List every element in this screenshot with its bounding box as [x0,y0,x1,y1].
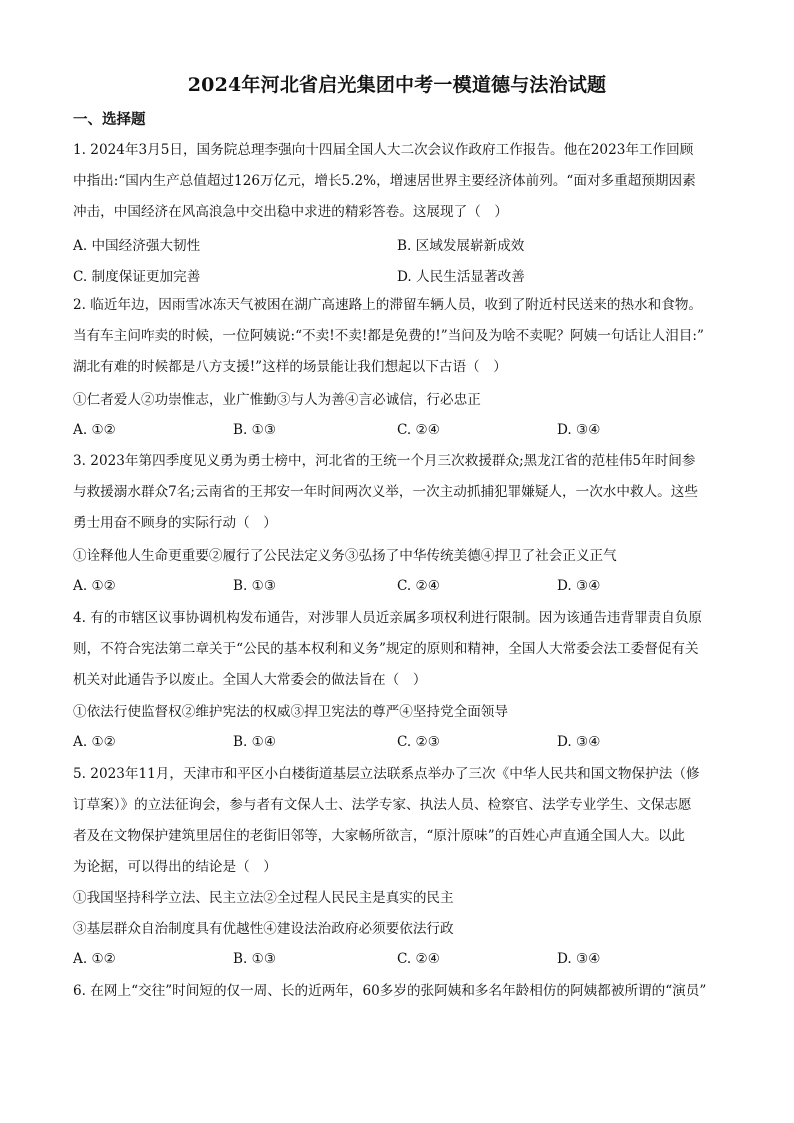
question-4-option-c[interactable]: C. ②③ [397,734,440,750]
question-5-line-5: ①我国坚持科学立法、民主立法②全过程人民民主是真实的民主 [73,890,454,906]
question-1-options-row-1 [73,234,733,252]
question-5-option-d[interactable]: D. ③④ [557,951,601,967]
question-3-line-2: 与救援溺水群众7名;云南省的王邦安一年时间两次义举，一次主动抓捕犯罪嫌疑人，一次水中救人。这些 [73,484,698,500]
question-2-option-c[interactable]: C. ②④ [397,422,440,438]
question-5-line-4: 为论据，可以得出的结论是（ ） [73,859,277,875]
question-1-line-2: 中指出:“国内生产总值超过126万亿元，增长5.2%，增速居世界主要经济体前列。“面对多重超预期因素 [73,173,696,189]
question-4-line-1: 4. 有的市辖区议事协调机构发布通告，对涉罪人员近亲属多项权利进行限制。因为该通告违背罪责自负原 [73,610,703,626]
question-1-option-b[interactable]: B. 区域发展崭新成效 [397,238,525,254]
question-1-line-3: 冲击，中国经济在风高浪急中交出稳中求进的精彩答卷。这展现了（ ） [73,204,508,220]
question-3-options [73,578,733,596]
question-3-option-a[interactable]: A. ①② [73,578,116,594]
question-2-option-a[interactable]: A. ①② [73,422,116,438]
question-5-option-a[interactable]: A. ①② [73,951,116,967]
question-5-line-6: ③基层群众自治制度具有优越性④建设法治政府必须要依法行政 [73,921,454,937]
question-4-line-3: 机关对此通告予以废止。全国人大常委会的做法旨在（ ） [73,672,427,688]
question-4-line-4: ①依法行使监督权②维护宪法的权威③捍卫宪法的尊严④坚持党全面领导 [73,704,508,720]
question-5-line-1: 5. 2023年11月，天津市和平区小白楼街道基层立法联系点举办了三次《中华人民共和国文物保护法（修 [73,766,700,782]
question-4-line-2: 则，不符合宪法第二章关于“公民的基本权利和义务”规定的原则和精神，全国人大常委会法工委督促有关 [73,641,699,657]
question-5-option-c[interactable]: C. ②④ [397,951,440,967]
question-1-option-d[interactable]: D. 人民生活显著改善 [397,269,525,285]
question-2-option-b[interactable]: B. ①③ [233,422,277,438]
question-4-option-b[interactable]: B. ①④ [233,734,277,750]
question-1-line-1: 1. 2024年3月5日，国务院总理李强向十四届全国人大二次会议作政府工作报告。他在2023年工作回顾 [73,142,694,158]
question-4-options [73,734,733,752]
question-3-line-3: 勇士用奋不顾身的实际行动（ ） [73,515,277,531]
question-3-option-c[interactable]: C. ②④ [397,578,440,594]
question-2-line-1: 2. 临近年边，因雨雪冰冻天气被困在湖广高速路上的滞留车辆人员，收到了附近村民送来的热水和食物。 [73,297,703,313]
question-4-option-a[interactable]: A. ①② [73,734,116,750]
question-2-line-3: 湖北有难的时候都是八方支援!”这样的场景能让我们想起以下古语（ ） [73,359,507,375]
question-5-option-b[interactable]: B. ①③ [233,951,277,967]
question-1-options-row-2 [73,265,733,283]
question-2-line-4: ①仁者爱人②功崇惟志，业广惟勤③与人为善④言必诚信，行必忠正 [73,392,481,408]
question-6-line-1: 6. 在网上“交往”时间短的仅一周、长的近两年，60多岁的张阿姨和多名年龄相仿的阿姨都被所谓的“演员” [73,983,707,999]
section-heading: 一、选择题 [73,111,146,128]
question-5-options [73,951,733,969]
question-2-option-d[interactable]: D. ③④ [557,422,601,438]
question-4-option-d[interactable]: D. ③④ [557,734,601,750]
question-5-line-3: 者及在文物保护建筑里居住的老街旧邻等，大家畅所欲言，“原汁原味”的百姓心声直通全国人大。以此 [73,828,686,844]
question-5-line-2: 订草案）》的立法征询会，参与者有文保人士、法学专家、执法人员、检察官、法学专业学生、文保志愿 [73,797,692,813]
question-2-line-2: 当有车主问咋卖的时候，一位阿姨说:“不卖!不卖!都是免费的!”当问及为啥不卖呢？阿姨一句话让人泪目:” [73,328,704,344]
question-1-option-a[interactable]: A. 中国经济强大韧性 [73,238,201,254]
question-1-option-c[interactable]: C. 制度保证更加完善 [73,269,201,285]
question-3-option-d[interactable]: D. ③④ [557,578,601,594]
page-title: 2024年河北省启光集团中考一模道德与法治试题 [187,74,607,96]
question-3-option-b[interactable]: B. ①③ [233,578,277,594]
question-3-line-4: ①诠释他人生命更重要②履行了公民法定义务③弘扬了中华传统美德④捍卫了社会正义正气 [73,548,617,564]
question-3-line-1: 3. 2023年第四季度见义勇为勇士榜中，河北省的王统一个月三次救援群众;黑龙江省的范桂伟5年时间参 [73,453,696,469]
question-2-options [73,422,733,440]
